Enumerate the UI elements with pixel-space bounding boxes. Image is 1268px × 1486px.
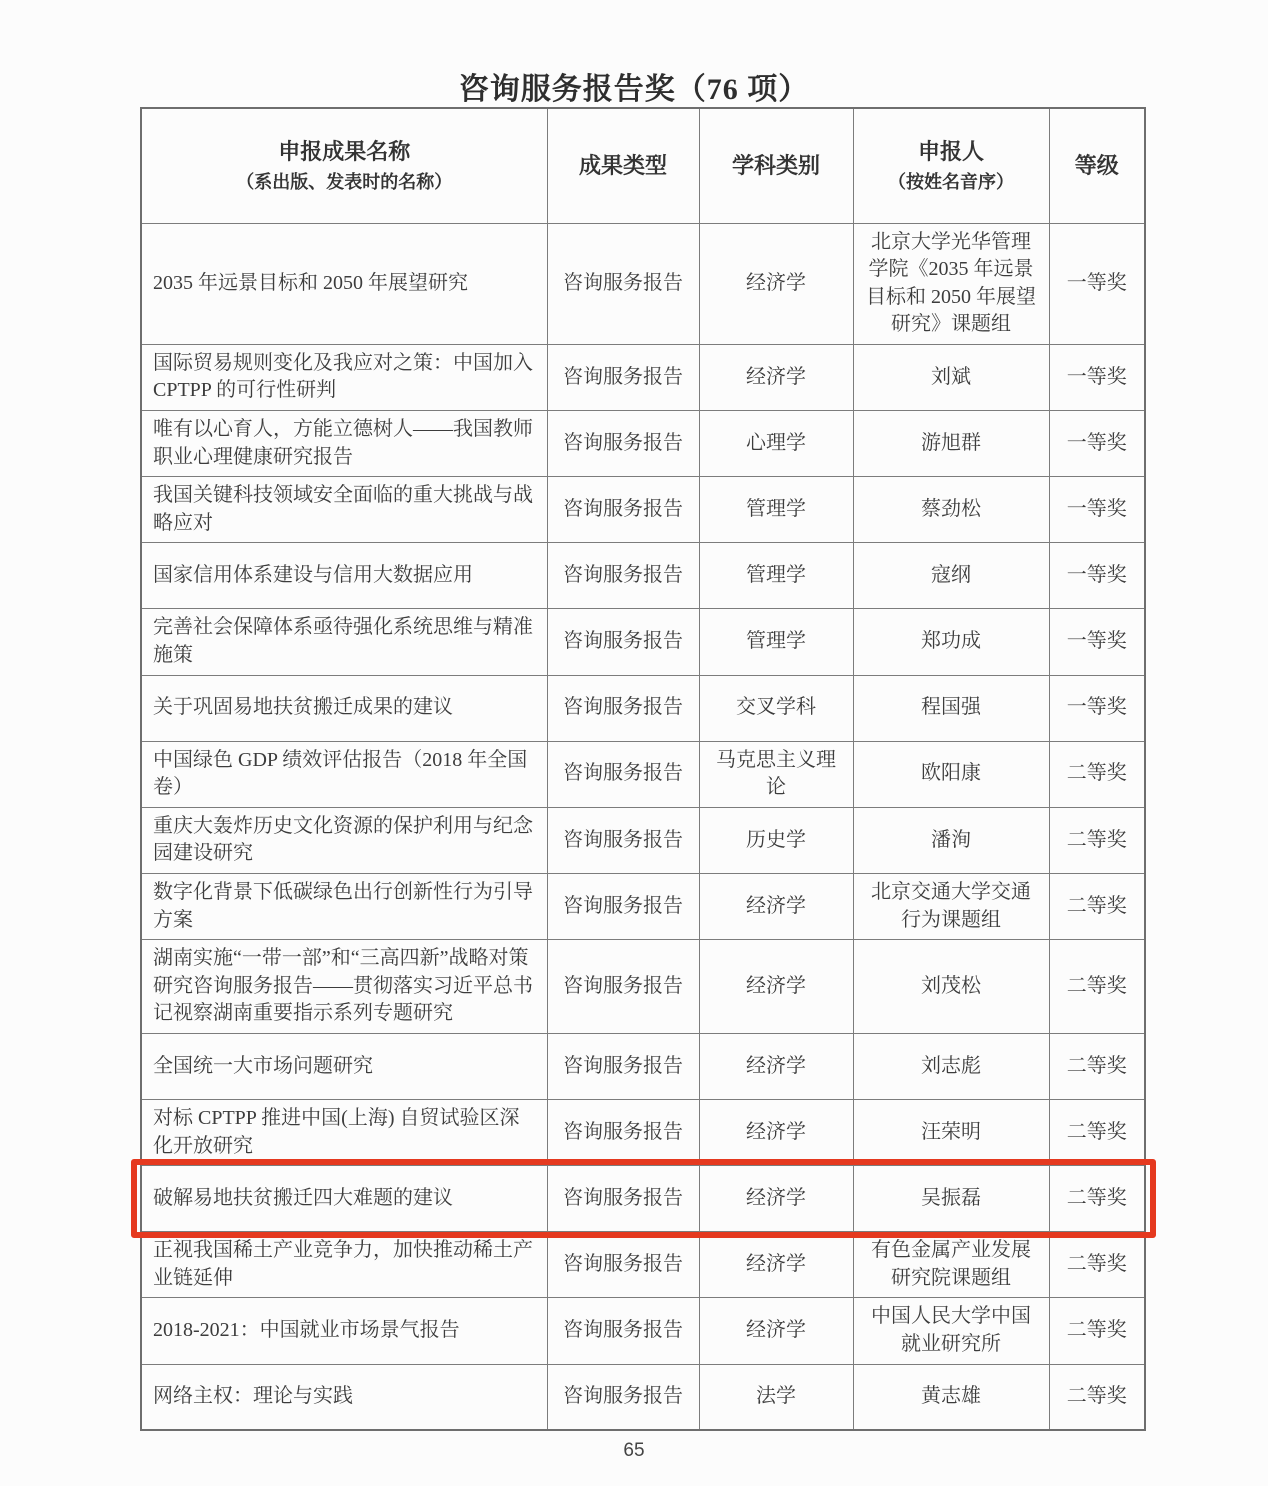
cell-achievement-type: 咨询服务报告: [547, 807, 699, 873]
header-applicant: [853, 108, 1049, 223]
cell-applicant: 郑功成: [853, 609, 1049, 675]
cell-discipline: 法学: [699, 1364, 853, 1430]
header-discipline: [699, 108, 853, 223]
cell-achievement-type: 咨询服务报告: [547, 1298, 699, 1364]
table-row: [141, 1099, 1145, 1165]
header-row: [141, 108, 1145, 223]
header-applicant-sublabel: （按姓名音序）: [888, 171, 1014, 192]
cell-grade: 一等奖: [1049, 609, 1145, 675]
cell-applicant: 潘洵: [853, 807, 1049, 873]
cell-achievement-type: 咨询服务报告: [547, 1033, 699, 1099]
table-row: [141, 1033, 1145, 1099]
cell-achievement-name: 我国关键科技领域安全面临的重大挑战与战略应对: [141, 477, 547, 543]
cell-discipline: 经济学: [699, 344, 853, 410]
cell-discipline: 经济学: [699, 223, 853, 344]
cell-applicant: 汪荣明: [853, 1099, 1049, 1165]
cell-grade: 一等奖: [1049, 675, 1145, 741]
table-row: [141, 807, 1145, 873]
cell-discipline: 心理学: [699, 411, 853, 477]
cell-applicant: 蔡劲松: [853, 477, 1049, 543]
cell-grade: 一等奖: [1049, 477, 1145, 543]
cell-discipline: 交叉学科: [699, 675, 853, 741]
cell-achievement-name: 关于巩固易地扶贫搬迁成果的建议: [141, 675, 547, 741]
table-row: [141, 477, 1145, 543]
cell-achievement-name: 正视我国稀土产业竞争力，加快推动稀土产业链延伸: [141, 1232, 547, 1298]
header-achievement-name: [141, 108, 547, 223]
cell-achievement-type: 咨询服务报告: [547, 543, 699, 609]
cell-achievement-name: 国家信用体系建设与信用大数据应用: [141, 543, 547, 609]
cell-achievement-name: 全国统一大市场问题研究: [141, 1033, 547, 1099]
header-achievement-name-label: 申报成果名称: [278, 139, 411, 165]
cell-applicant: 寇纲: [853, 543, 1049, 609]
cell-achievement-name: 国际贸易规则变化及我应对之策：中国加入 CPTPP 的可行性研判: [141, 344, 547, 410]
cell-grade: 一等奖: [1049, 543, 1145, 609]
table-row: [141, 1364, 1145, 1430]
cell-achievement-name: 2018-2021：中国就业市场景气报告: [141, 1298, 547, 1364]
page-title: 咨询服务报告奖（76 项）: [458, 73, 810, 106]
cell-achievement-name: 破解易地扶贫搬迁四大难题的建议: [141, 1166, 547, 1232]
cell-discipline: 马克思主义理论: [699, 741, 853, 807]
table-row: [141, 543, 1145, 609]
cell-achievement-type: 咨询服务报告: [547, 411, 699, 477]
cell-discipline: 经济学: [699, 874, 853, 940]
cell-achievement-type: 咨询服务报告: [547, 1099, 699, 1165]
table-row: [141, 344, 1145, 410]
cell-discipline: 经济学: [699, 1166, 853, 1232]
cell-applicant: 中国人民大学中国就业研究所: [853, 1298, 1049, 1364]
cell-applicant: 有色金属产业发展研究院课题组: [853, 1232, 1049, 1298]
table-row: [141, 1298, 1145, 1364]
cell-achievement-type: 咨询服务报告: [547, 1166, 699, 1232]
cell-discipline: 经济学: [699, 1033, 853, 1099]
page-number: 65: [623, 1440, 645, 1461]
cell-applicant: 黄志雄: [853, 1364, 1049, 1430]
table-row: [141, 223, 1145, 344]
cell-achievement-type: 咨询服务报告: [547, 874, 699, 940]
cell-achievement-type: 咨询服务报告: [547, 675, 699, 741]
cell-grade: 二等奖: [1049, 1364, 1145, 1430]
header-achievement-type-label: 成果类型: [578, 152, 667, 178]
cell-achievement-name: 重庆大轰炸历史文化资源的保护利用与纪念园建设研究: [141, 807, 547, 873]
table-row: [141, 940, 1145, 1034]
cell-grade: 二等奖: [1049, 1298, 1145, 1364]
table-row: [141, 1232, 1145, 1298]
cell-applicant: 游旭群: [853, 411, 1049, 477]
header-grade: [1049, 108, 1145, 223]
cell-achievement-type: 咨询服务报告: [547, 477, 699, 543]
cell-discipline: 经济学: [699, 940, 853, 1034]
table-body: [141, 223, 1145, 1430]
table-row: [141, 675, 1145, 741]
cell-achievement-name: 对标 CPTPP 推进中国(上海) 自贸试验区深化开放研究: [141, 1099, 547, 1165]
cell-grade: 二等奖: [1049, 741, 1145, 807]
cell-grade: 二等奖: [1049, 1033, 1145, 1099]
header-discipline-label: 学科类别: [731, 152, 820, 178]
cell-grade: 一等奖: [1049, 344, 1145, 410]
cell-achievement-name: 唯有以心育人，方能立德树人——我国教师职业心理健康研究报告: [141, 411, 547, 477]
cell-applicant: 吴振磊: [853, 1166, 1049, 1232]
cell-discipline: 经济学: [699, 1099, 853, 1165]
table-row: [141, 874, 1145, 940]
cell-applicant: 刘斌: [853, 344, 1049, 410]
table-row: [141, 411, 1145, 477]
cell-achievement-type: 咨询服务报告: [547, 344, 699, 410]
header-achievement-type: [547, 108, 699, 223]
cell-grade: 二等奖: [1049, 1232, 1145, 1298]
cell-discipline: 经济学: [699, 1232, 853, 1298]
cell-grade: 二等奖: [1049, 940, 1145, 1034]
cell-achievement-type: 咨询服务报告: [547, 1364, 699, 1430]
cell-achievement-name: 完善社会保障体系亟待强化系统思维与精准施策: [141, 609, 547, 675]
table-row: [141, 741, 1145, 807]
cell-grade: 一等奖: [1049, 223, 1145, 344]
table-row: [141, 609, 1145, 675]
cell-achievement-type: 咨询服务报告: [547, 741, 699, 807]
cell-applicant: 刘志彪: [853, 1033, 1049, 1099]
cell-achievement-name: 网络主权：理论与实践: [141, 1364, 547, 1430]
cell-grade: 二等奖: [1049, 1166, 1145, 1232]
header-grade-label: 等级: [1074, 152, 1119, 178]
cell-achievement-type: 咨询服务报告: [547, 223, 699, 344]
cell-achievement-type: 咨询服务报告: [547, 609, 699, 675]
cell-achievement-name: 2035 年远景目标和 2050 年展望研究: [141, 223, 547, 344]
cell-applicant: 刘茂松: [853, 940, 1049, 1034]
awards-table: [140, 107, 1146, 1431]
cell-grade: 二等奖: [1049, 874, 1145, 940]
table-row: [141, 1166, 1145, 1232]
cell-grade: 二等奖: [1049, 807, 1145, 873]
cell-discipline: 经济学: [699, 1298, 853, 1364]
cell-discipline: 管理学: [699, 543, 853, 609]
awards-table-wrap: [140, 107, 1144, 1431]
cell-discipline: 管理学: [699, 609, 853, 675]
cell-achievement-name: 湖南实施“一带一部”和“三高四新”战略对策研究咨询服务报告——贯彻落实习近平总书记视察湖南重要指示系列专题研究: [141, 940, 547, 1034]
cell-achievement-name: 数字化背景下低碳绿色出行创新性行为引导方案: [141, 874, 547, 940]
header-applicant-label: 申报人: [917, 139, 984, 165]
cell-achievement-type: 咨询服务报告: [547, 940, 699, 1034]
cell-achievement-type: 咨询服务报告: [547, 1232, 699, 1298]
cell-discipline: 管理学: [699, 477, 853, 543]
cell-grade: 二等奖: [1049, 1099, 1145, 1165]
cell-applicant: 欧阳康: [853, 741, 1049, 807]
cell-grade: 一等奖: [1049, 411, 1145, 477]
cell-applicant: 北京交通大学交通行为课题组: [853, 874, 1049, 940]
cell-applicant: 北京大学光华管理学院《2035 年远景目标和 2050 年展望研究》课题组: [853, 223, 1049, 344]
cell-applicant: 程国强: [853, 675, 1049, 741]
header-achievement-name-sublabel: （系出版、发表时的名称）: [236, 171, 453, 192]
cell-achievement-name: 中国绿色 GDP 绩效评估报告（2018 年全国卷）: [141, 741, 547, 807]
cell-discipline: 历史学: [699, 807, 853, 873]
